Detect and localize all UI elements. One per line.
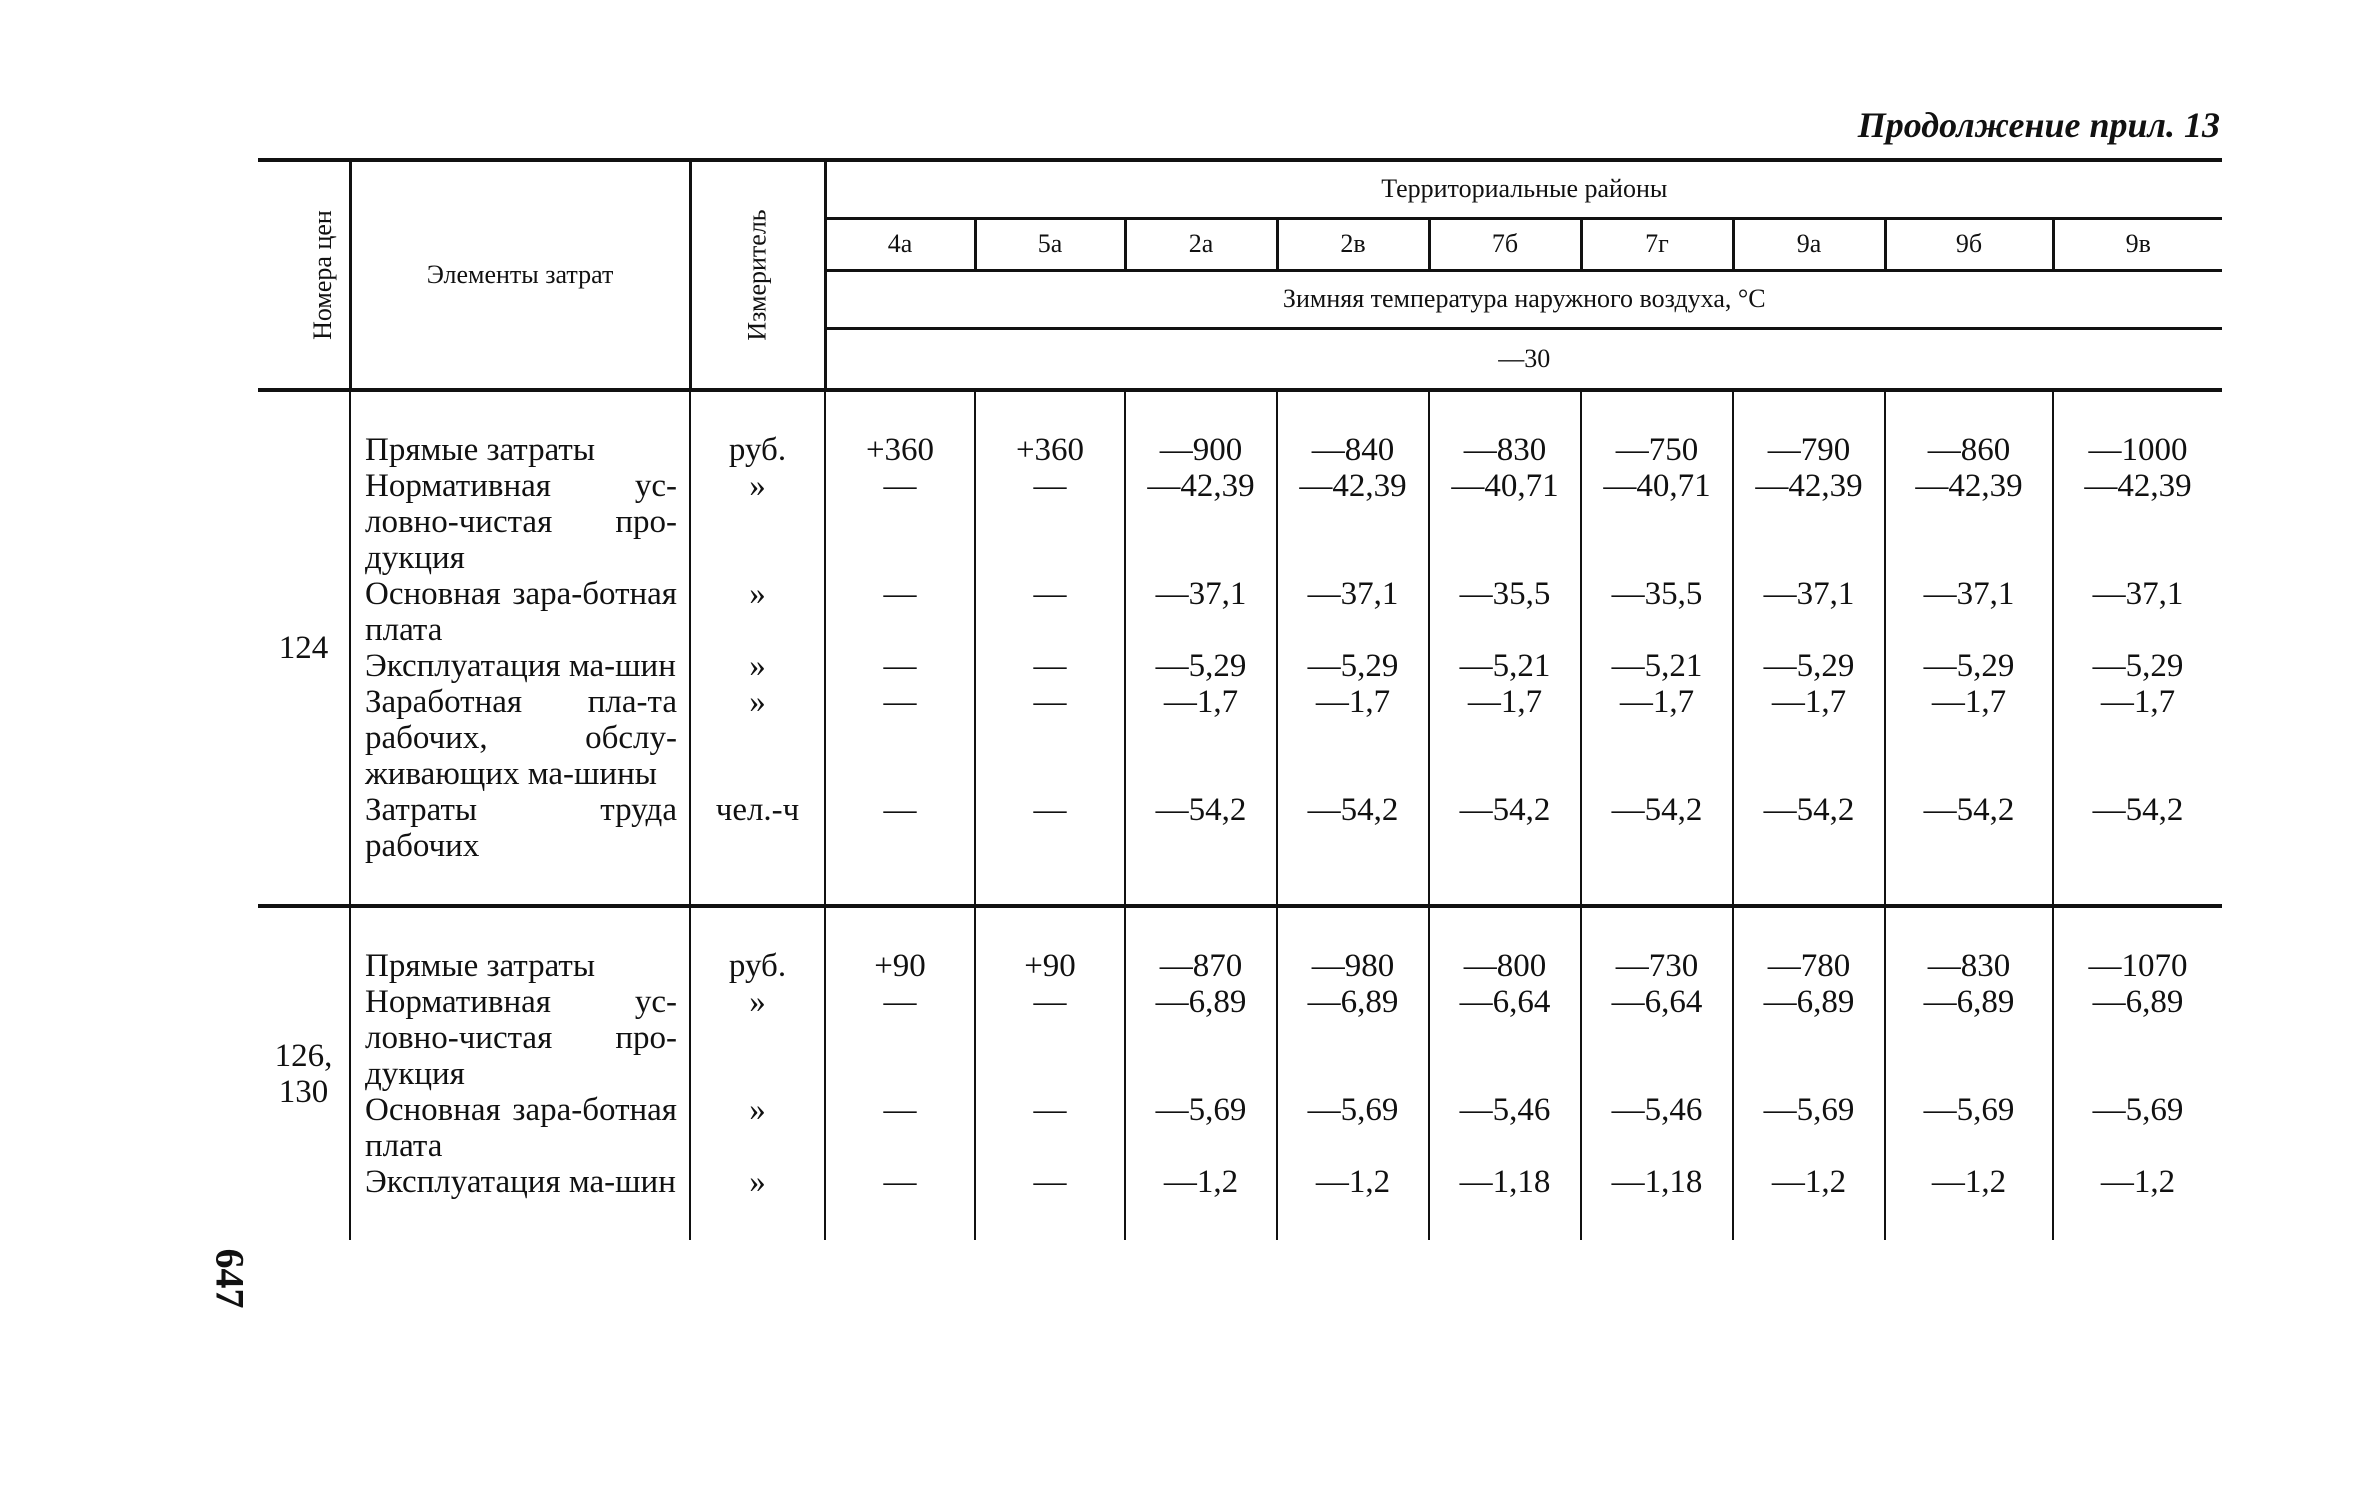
value-cell: —40,71 <box>1581 468 1733 576</box>
value-cell: —5,69 <box>2053 1092 2222 1164</box>
value-cell: —730 <box>1581 948 1733 984</box>
unit: » <box>690 984 825 1092</box>
spacer-cell <box>258 864 350 906</box>
separator-cell <box>2053 906 2222 948</box>
table-row <box>258 1164 2222 1200</box>
spacer-cell <box>350 1200 690 1240</box>
value-cell: — <box>825 468 975 576</box>
spacer-cell <box>1581 1200 1733 1240</box>
separator-cell <box>1885 906 2053 948</box>
unit: руб. <box>690 948 825 984</box>
value-cell: +90 <box>825 948 975 984</box>
cost-element: Прямые затраты <box>350 432 690 468</box>
header-district: 9б <box>1885 218 2053 270</box>
spacer-cell <box>350 864 690 906</box>
value-cell: —790 <box>1733 432 1885 468</box>
value-cell: —870 <box>1125 948 1277 984</box>
value-cell: —5,69 <box>1125 1092 1277 1164</box>
spacer-cell <box>1125 390 1277 432</box>
value-cell: —37,1 <box>1125 576 1277 648</box>
cost-element: Эксплуатация ма-шин <box>350 648 690 684</box>
spacer-cell <box>2053 1200 2222 1240</box>
page-number: 647 <box>207 1248 253 1309</box>
value-cell: —37,1 <box>1277 576 1429 648</box>
value-cell: —42,39 <box>1733 468 1885 576</box>
cost-element: Нормативная ус-ловно-чистая про-дукция <box>350 468 690 576</box>
value-cell: — <box>975 1164 1125 1200</box>
value-cell: —54,2 <box>1277 792 1429 864</box>
unit: » <box>690 1092 825 1164</box>
spacer-cell <box>350 390 690 432</box>
table-row <box>258 432 2222 468</box>
spacer-cell <box>258 1200 350 1240</box>
cost-element: Эксплуатация ма-шин <box>350 1164 690 1200</box>
value-cell: —5,21 <box>1429 648 1581 684</box>
table-row <box>258 1092 2222 1164</box>
value-cell: —6,89 <box>1885 984 2053 1092</box>
value-cell: — <box>825 684 975 792</box>
unit: » <box>690 576 825 648</box>
value-cell: — <box>825 1092 975 1164</box>
separator-cell <box>350 906 690 948</box>
table-row <box>258 984 2222 1092</box>
value-cell: —6,64 <box>1429 984 1581 1092</box>
unit: руб. <box>690 432 825 468</box>
value-cell: —35,5 <box>1429 576 1581 648</box>
value-cell: —54,2 <box>1125 792 1277 864</box>
value-cell: —1,2 <box>1277 1164 1429 1200</box>
value-cell: —54,2 <box>1885 792 2053 864</box>
table-row <box>258 468 2222 576</box>
spacer-cell <box>1885 864 2053 906</box>
separator-cell <box>975 906 1125 948</box>
spacer-cell <box>690 1200 825 1240</box>
cost-element: Основная зара-ботная плата <box>350 1092 690 1164</box>
table-row <box>258 576 2222 648</box>
value-cell: — <box>975 1092 1125 1164</box>
group-top-space <box>258 390 2222 432</box>
value-cell: —1,7 <box>1429 684 1581 792</box>
cost-element: Затраты труда рабочих <box>350 792 690 864</box>
header-district: 2в <box>1277 218 1429 270</box>
value-cell: —5,29 <box>1277 648 1429 684</box>
value-cell: —1,7 <box>2053 684 2222 792</box>
spacer-cell <box>1277 864 1429 906</box>
spacer-cell <box>825 1200 975 1240</box>
value-cell: —40,71 <box>1429 468 1581 576</box>
value-cell: — <box>975 984 1125 1092</box>
spacer-cell <box>2053 864 2222 906</box>
spacer-cell <box>1733 1200 1885 1240</box>
header-temperature-value: —30 <box>825 328 2222 390</box>
value-cell: —42,39 <box>1277 468 1429 576</box>
value-cell: — <box>825 1164 975 1200</box>
value-cell: —1,2 <box>2053 1164 2222 1200</box>
value-cell: —1,2 <box>1125 1164 1277 1200</box>
value-cell: —860 <box>1885 432 2053 468</box>
table-body <box>258 390 2222 1240</box>
header-elements-col: Элементы затрат <box>350 160 690 390</box>
unit: чел.-ч <box>690 792 825 864</box>
group-separator <box>258 906 2222 948</box>
value-cell: —1,7 <box>1733 684 1885 792</box>
header-district: 7г <box>1581 218 1733 270</box>
header-district: 5а <box>975 218 1125 270</box>
unit: » <box>690 684 825 792</box>
value-cell: — <box>825 984 975 1092</box>
price-number: 126, 130 <box>274 1038 333 1110</box>
value-cell: —830 <box>1885 948 2053 984</box>
spacer-cell <box>1125 864 1277 906</box>
value-cell: —54,2 <box>1429 792 1581 864</box>
spacer-cell <box>1429 390 1581 432</box>
value-cell: — <box>975 792 1125 864</box>
value-cell: +360 <box>975 432 1125 468</box>
spacer-cell <box>975 864 1125 906</box>
value-cell: —54,2 <box>1733 792 1885 864</box>
unit: » <box>690 648 825 684</box>
unit: » <box>690 1164 825 1200</box>
group-bottom-space <box>258 1200 2222 1240</box>
value-cell: — <box>975 468 1125 576</box>
table-row <box>258 948 2222 984</box>
header-temperature-caption: Зимняя температура наружного воздуха, °С <box>825 270 2222 328</box>
spacer-cell <box>1277 390 1429 432</box>
value-cell: —830 <box>1429 432 1581 468</box>
value-cell: — <box>825 648 975 684</box>
value-cell: —1,7 <box>1885 684 2053 792</box>
value-cell: —900 <box>1125 432 1277 468</box>
value-cell: —980 <box>1277 948 1429 984</box>
separator-cell <box>1125 906 1277 948</box>
separator-cell <box>258 906 350 948</box>
value-cell: — <box>975 576 1125 648</box>
value-cell: —6,89 <box>2053 984 2222 1092</box>
header-district: 4а <box>825 218 975 270</box>
value-cell: — <box>975 648 1125 684</box>
value-cell: —1070 <box>2053 948 2222 984</box>
header-district: 2а <box>1125 218 1277 270</box>
spacer-cell <box>690 390 825 432</box>
table-row <box>258 648 2222 684</box>
header-district: 9а <box>1733 218 1885 270</box>
spacer-cell <box>1581 390 1733 432</box>
value-cell: —5,21 <box>1581 648 1733 684</box>
value-cell: —5,29 <box>2053 648 2222 684</box>
value-cell: —42,39 <box>1885 468 2053 576</box>
spacer-cell <box>1429 864 1581 906</box>
value-cell: —5,29 <box>1125 648 1277 684</box>
cost-element: Нормативная ус-ловно-чистая про-дукция <box>350 984 690 1092</box>
spacer-cell <box>1885 1200 2053 1240</box>
header-territorial: Территориальные районы <box>825 160 2222 218</box>
separator-cell <box>690 906 825 948</box>
spacer-cell <box>690 864 825 906</box>
table-row <box>258 684 2222 792</box>
value-cell: —37,1 <box>1733 576 1885 648</box>
value-cell: — <box>825 792 975 864</box>
cost-element: Заработная пла-та рабочих, обслу-живающих ма-шины <box>350 684 690 792</box>
value-cell: —840 <box>1277 432 1429 468</box>
cost-table <box>258 158 2222 1240</box>
value-cell: —5,46 <box>1429 1092 1581 1164</box>
continuation-caption: Продолжение прил. 13 <box>1857 105 2220 145</box>
table-header <box>258 160 2222 390</box>
group-bottom-space <box>258 864 2222 906</box>
cost-element: Прямые затраты <box>350 948 690 984</box>
spacer-cell <box>825 390 975 432</box>
value-cell: — <box>975 684 1125 792</box>
value-cell: +90 <box>975 948 1125 984</box>
value-cell: —1,18 <box>1581 1164 1733 1200</box>
value-cell: —750 <box>1581 432 1733 468</box>
spacer-cell <box>2053 390 2222 432</box>
value-cell: —1,2 <box>1733 1164 1885 1200</box>
value-cell: —5,69 <box>1277 1092 1429 1164</box>
spacer-cell <box>1581 864 1733 906</box>
value-cell: —42,39 <box>1125 468 1277 576</box>
table-row <box>258 792 2222 864</box>
value-cell: +360 <box>825 432 975 468</box>
spacer-cell <box>258 390 350 432</box>
value-cell: —42,39 <box>2053 468 2222 576</box>
header-district: 9в <box>2053 218 2222 270</box>
price-number: 124 <box>278 630 329 666</box>
value-cell: —5,69 <box>1885 1092 2053 1164</box>
spacer-cell <box>1125 1200 1277 1240</box>
value-cell: —1,7 <box>1581 684 1733 792</box>
spacer-cell <box>825 864 975 906</box>
header-district: 7б <box>1429 218 1581 270</box>
separator-cell <box>825 906 975 948</box>
spacer-cell <box>975 390 1125 432</box>
value-cell: —6,89 <box>1733 984 1885 1092</box>
unit: » <box>690 468 825 576</box>
value-cell: —5,29 <box>1885 648 2053 684</box>
value-cell: —5,46 <box>1581 1092 1733 1164</box>
value-cell: —1000 <box>2053 432 2222 468</box>
value-cell: —1,2 <box>1885 1164 2053 1200</box>
spacer-cell <box>1885 390 2053 432</box>
value-cell: — <box>825 576 975 648</box>
value-cell: —37,1 <box>2053 576 2222 648</box>
spacer-cell <box>1733 390 1885 432</box>
value-cell: —37,1 <box>1885 576 2053 648</box>
value-cell: —780 <box>1733 948 1885 984</box>
value-cell: —35,5 <box>1581 576 1733 648</box>
separator-cell <box>1733 906 1885 948</box>
value-cell: —5,69 <box>1733 1092 1885 1164</box>
value-cell: —5,29 <box>1733 648 1885 684</box>
spacer-cell <box>975 1200 1125 1240</box>
value-cell: —54,2 <box>1581 792 1733 864</box>
value-cell: —1,7 <box>1125 684 1277 792</box>
value-cell: —6,89 <box>1277 984 1429 1092</box>
cost-element: Основная зара-ботная плата <box>350 576 690 648</box>
spacer-cell <box>1429 1200 1581 1240</box>
spacer-cell <box>1277 1200 1429 1240</box>
value-cell: —54,2 <box>2053 792 2222 864</box>
separator-cell <box>1581 906 1733 948</box>
separator-cell <box>1277 906 1429 948</box>
value-cell: —1,7 <box>1277 684 1429 792</box>
separator-cell <box>1429 906 1581 948</box>
value-cell: —6,64 <box>1581 984 1733 1092</box>
value-cell: —800 <box>1429 948 1581 984</box>
spacer-cell <box>1733 864 1885 906</box>
header-unit-col: Измеритель <box>690 160 825 390</box>
value-cell: —1,18 <box>1429 1164 1581 1200</box>
header-number-col: Номера цен <box>258 160 350 390</box>
value-cell: —6,89 <box>1125 984 1277 1092</box>
